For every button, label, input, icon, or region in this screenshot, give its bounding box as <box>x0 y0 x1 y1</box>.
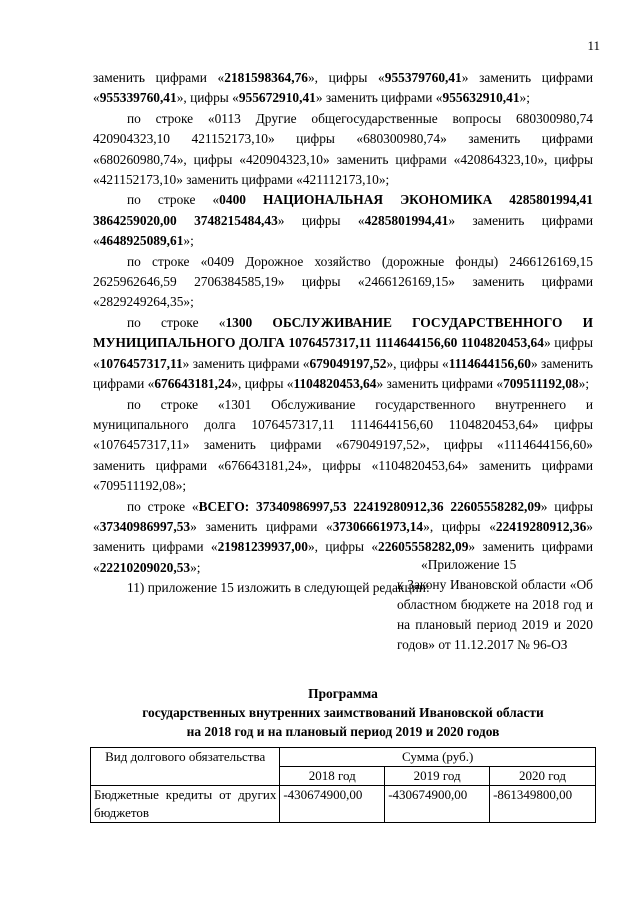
text-run: », цифры « <box>386 355 449 371</box>
text-run: » заменить цифрами « <box>376 376 504 392</box>
bold-run: 679049197,52 <box>309 355 387 371</box>
bold-run: 1114644156,60 <box>448 355 531 371</box>
text-run: по строке «0409 Дорожное хозяйство (дорожные фонды) 2466126169,15 2625962646,59 2706384585,19» цифры «2466126169,15» заменить цифрами «2829249264,35»; <box>93 253 593 310</box>
text-run: »; <box>578 376 590 392</box>
bold-run: 22605558282,09 <box>378 539 469 555</box>
text-run: заменить цифрами « <box>93 70 225 85</box>
text-run: », цифры « <box>423 518 496 534</box>
bold-run: 955632910,41 <box>442 90 520 106</box>
text-run: »; <box>183 233 194 249</box>
text-run: », цифры « <box>307 70 385 85</box>
text-run: » заменить цифрами « <box>182 355 310 371</box>
bold-run: 1104820453,64 <box>293 376 377 392</box>
text-run: » заменить цифрами « <box>93 518 593 555</box>
bold-run: 1076457317,11 <box>99 355 183 371</box>
header-sum: Сумма (руб.) <box>280 748 596 767</box>
paragraph <box>93 109 593 191</box>
text-run: » заменить цифрами « <box>190 518 333 534</box>
text-run: », цифры « <box>307 539 379 555</box>
bold-run: 955379760,41 <box>384 70 462 85</box>
text-run: » заменить цифрами « <box>93 355 593 392</box>
title-line-2: государственных внутренних заимствований Ивановской области <box>142 705 544 720</box>
text-run: » цифры « <box>277 212 365 228</box>
bold-run: 709511192,08 <box>503 376 579 392</box>
borrowing-table <box>90 747 596 823</box>
paragraph <box>93 190 593 251</box>
paragraph <box>93 313 593 395</box>
text-run: » заменить цифрами « <box>93 212 593 249</box>
bold-run: 37340986997,53 <box>99 518 191 534</box>
page-number: 11 <box>587 38 600 53</box>
program-title <box>93 684 593 741</box>
paragraph <box>93 252 593 313</box>
row-value-2018: -430674900,00 <box>280 786 385 823</box>
bold-run: ВСЕГО: 37340986997,53 22419280912,36 22605558282,09 <box>198 498 541 514</box>
text-run: по строке « <box>127 314 226 330</box>
bold-run: 37306661973,14 <box>332 518 424 534</box>
bold-run: 4648925089,61 <box>99 233 184 249</box>
text-run: по строке « <box>127 498 199 514</box>
bold-run: 22419280912,36 <box>495 518 587 534</box>
title-line-1: Программа <box>308 686 378 701</box>
text-run: по строке «1301 Обслуживание государственного внутреннего и муниципального долга 1076457317,11 1114644156,60 1104820453,64» цифры «1076457317,11» заменить цифрами «679049197,52», цифры «1114644156,60» заменить цифрами «676643181,24», цифры «1104820453,64» заменить цифрами «709511192,08»; <box>93 396 593 494</box>
text-run: » заменить цифрами « <box>315 90 443 106</box>
bold-run: 955339760,41 <box>99 90 177 106</box>
bold-run: 955672910,41 <box>238 90 316 106</box>
bold-run: 1300 ОБСЛУЖИВАНИЕ ГОСУДАРСТВЕННОГО И МУНИЦИПАЛЬНОГО ДОЛГА 1076457317,11 1114644156,60 1104820453,64 <box>93 314 594 351</box>
bold-run: 22210209020,53 <box>99 559 191 575</box>
text-run: 11) приложение 15 изложить в следующей редакции: <box>127 580 430 596</box>
text-run: по строке « <box>127 192 220 208</box>
header-debt-type: Вид долгового обязательства <box>91 748 280 786</box>
text-run: » заменить цифрами « <box>93 70 594 106</box>
paragraph <box>93 395 593 497</box>
text-run: »; <box>519 90 530 106</box>
text-run: по строке «0113 Другие общегосударственные вопросы 680300980,74 420904323,10 421152173,10» цифры «680300980,74» заменить цифрами «680260980,74», цифры «420904323,10» заменить цифрами «420864323,10», цифры «421152173,10» заменить цифрами «421112173,10»; <box>93 110 593 188</box>
text-run: » цифры « <box>93 498 593 534</box>
text-run: » цифры « <box>93 335 593 371</box>
header-year-2019: 2019 год <box>385 767 490 786</box>
appendix-law-reference: к Закону Ивановской области «Об областном бюджете на 2018 год и на плановый период 2019 и 2020 годов» от 11.12.2017 № 96-ОЗ <box>397 577 593 652</box>
text-run: »; <box>190 559 201 575</box>
bold-run: 2181598364,76 <box>224 70 308 85</box>
row-debt-type: Бюджетные кредиты от других бюджетов <box>91 786 280 823</box>
appendix-reference <box>397 555 593 655</box>
header-year-2020: 2020 год <box>490 767 596 786</box>
row-value-2020: -861349800,00 <box>490 786 596 823</box>
bold-run: 0400 НАЦИОНАЛЬНАЯ ЭКОНОМИКА 4285801994,41 3864259020,00 3748215484,43 <box>93 192 593 228</box>
header-year-2018: 2018 год <box>280 767 385 786</box>
row-value-2019: -430674900,00 <box>385 786 490 823</box>
paragraph <box>93 68 593 109</box>
appendix-number: «Приложение 15 <box>421 557 517 572</box>
bold-run: 21981239937,00 <box>217 539 308 555</box>
text-run: » заменить цифрами « <box>93 539 593 575</box>
text-run: », цифры « <box>176 90 239 106</box>
text-run: », цифры « <box>231 376 294 392</box>
bold-run: 676643181,24 <box>154 376 232 392</box>
bold-run: 4285801994,41 <box>364 212 449 228</box>
table-row <box>91 786 596 823</box>
amendment-text <box>93 68 593 599</box>
title-line-3: на 2018 год и на плановый период 2019 и 2020 годов <box>186 724 500 739</box>
